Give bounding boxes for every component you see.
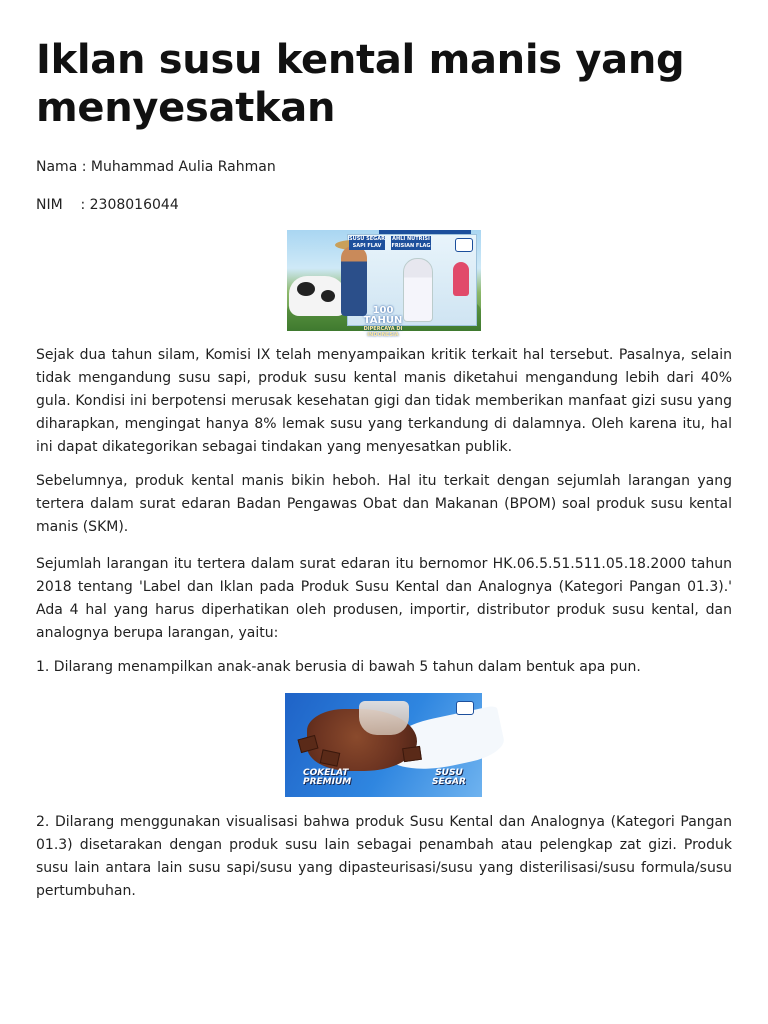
ad-tagline [353, 305, 413, 338]
chocolate-chunk-icon [402, 746, 422, 762]
brand-logo-icon [456, 701, 474, 715]
brand-logo-icon [455, 238, 473, 252]
ad-image-farm [287, 230, 481, 338]
paragraph-5: 2. Dilarang menggunakan visualisasi bahwa produk Susu Kental dan Analognya (Kategori Pangan 01.3) disetarakan dengan produk susu lain sebagai penambah atau pelengkap zat gizi. Produk susu lain antara lain susu sapi/susu yang dipasteurisasi/susu yang disterilisasi/susu formula/susu pertumbuhan. [36, 814, 732, 899]
paragraph-1: Sejak dua tahun silam, Komisi IX telah menyampaikan kritik terkait hal tersebut. Pasalnya, selain tidak mengandung susu sapi, produk susu kental manis diketahui mengandung lebih dari 40% gula. Kondisi ini berpotensi merusak kesehatan gigi dan tidak memberikan manfaat gizi susu yang diharapkan, mengingat hanya 8% lemak susu yang terkandung di dalamnya. Oleh karena itu, hal ini dapat dikategorikan sebagai tindakan yang menyesatkan publik. [36, 347, 732, 455]
author-name: Nama : Muhammad Aulia Rahman [36, 159, 276, 175]
tagline-sub: DIPERCAYA DI INDONESIA [363, 326, 403, 338]
badge-left: SUSU SEGAR SAPI FLAV [349, 236, 385, 249]
paragraph-4: 1. Dilarang menampilkan anak-anak berusia di bawah 5 tahun dalam bentuk apa pun. [36, 659, 641, 675]
article-title: Iklan susu kental manis yang menyesatkan [36, 37, 685, 131]
tagline-main: 100 TAHUN [363, 305, 403, 326]
child-figure [453, 262, 469, 296]
student-id: NIM : 2308016044 [36, 197, 179, 213]
paragraph-2: Sebelumnya, produk kental manis bikin heboh. Hal itu terkait dengan sejumlah larangan yang tertera dalam surat edaran Badan Pengawas Obat dan Makanan (BPOM) soal produk susu kental manis (SKM). [36, 473, 732, 535]
cow-icon [289, 276, 347, 316]
label-cokelat-premium: COKELAT PREMIUM [303, 768, 352, 787]
paragraph-3: Sejumlah larangan itu tertera dalam surat edaran itu bernomor HK.06.5.51.511.05.18.2000 tahun 2018 tentang 'Label dan Iklan pada Produk Susu Kental dan Analognya (Kategori Pangan 01.3).' Ada 4 hal yang harus diperhatikan oleh produsen, importir, distributor produk susu kental, dan analognya berupa larangan, yaitu: [36, 556, 732, 641]
label-susu-segar: SUSU SEGAR [432, 768, 466, 787]
cup-icon [359, 701, 409, 735]
badge-right: AHLI NUTRISI FRISIAN FLAG [391, 236, 431, 249]
ad-image-chocolate [285, 693, 482, 797]
